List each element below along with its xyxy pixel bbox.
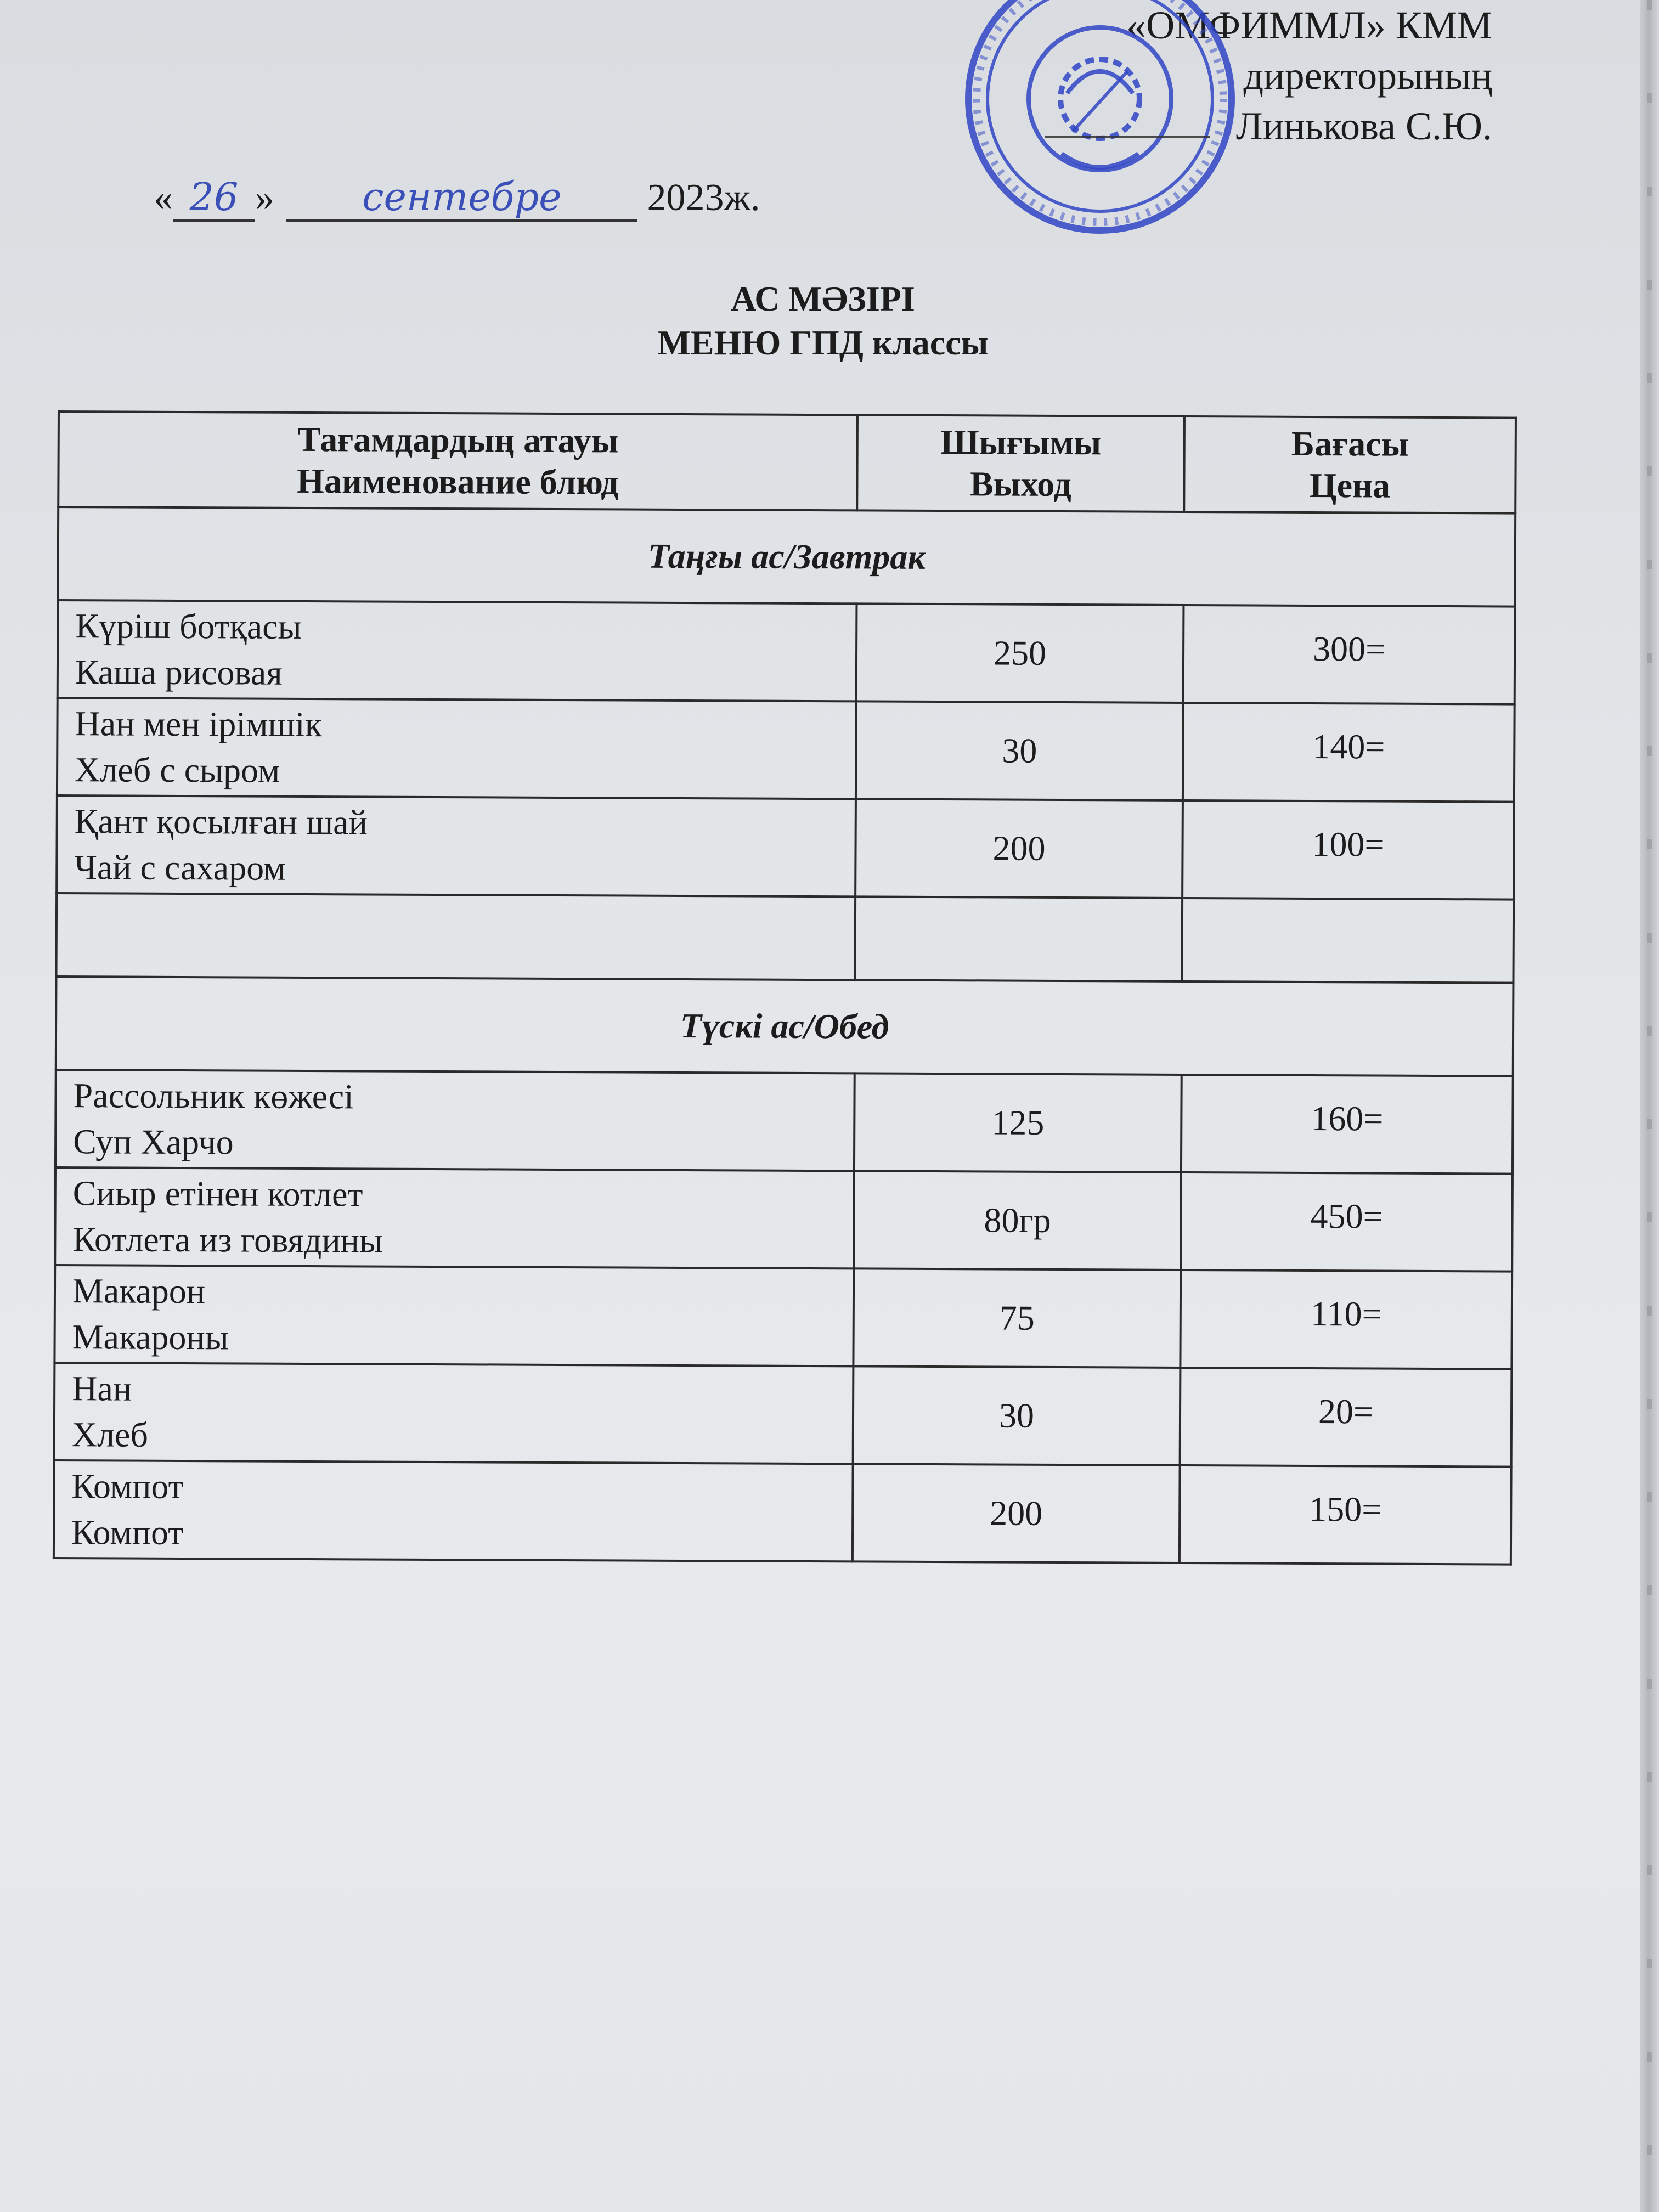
menu-title-ru: МЕНЮ ГПД классы	[657, 323, 989, 362]
official-stamp	[963, 0, 1259, 274]
empty-cell	[56, 893, 855, 980]
dish-price-cell: 160=	[1181, 1075, 1513, 1174]
dish-name-cell: Рассольник көжесі Суп Харчо	[55, 1070, 855, 1171]
column-header-dish: Тағамдардың атауы Наименование блюд	[58, 411, 857, 510]
approval-director-name: Линькова С.Ю.	[1235, 104, 1492, 148]
dish-name-cell: Сиыр етінен котлет Котлета из говядины	[55, 1167, 854, 1268]
dish-name-cell: Қант қосылған шай Чай с сахаром	[57, 795, 856, 896]
dish-output-cell: 200	[855, 799, 1183, 898]
dish-price-cell: 140=	[1183, 703, 1515, 802]
dish-output-cell: 125	[854, 1073, 1182, 1172]
date-year: 2023ж.	[647, 177, 760, 219]
dish-price-cell: 450=	[1181, 1172, 1513, 1272]
date-line	[154, 174, 760, 222]
dish-output-cell: 30	[853, 1366, 1181, 1465]
dish-output-cell: 75	[853, 1268, 1181, 1368]
dish-price-cell: 100=	[1182, 800, 1514, 900]
section-title-breakfast: Таңғы ас/Завтрак	[58, 507, 1515, 607]
table-row	[54, 1460, 1511, 1565]
section-title-lunch: Түскі ас/Обед	[56, 977, 1514, 1076]
dish-output-cell: 200	[853, 1464, 1180, 1563]
date-month-handwritten: сентебре	[286, 174, 637, 222]
empty-cell	[855, 896, 1182, 981]
column-header-output: Шығымы Выход	[857, 415, 1184, 512]
dish-output-cell: 80гр	[854, 1171, 1181, 1270]
dish-price-cell: 300=	[1183, 605, 1515, 704]
section-row-breakfast	[58, 507, 1515, 607]
table-row	[55, 1070, 1513, 1174]
menu-title-kz: АС МӘЗІРІ	[731, 279, 915, 318]
dish-output-cell: 30	[856, 701, 1183, 800]
table-row	[54, 1363, 1512, 1467]
table-row	[55, 1167, 1513, 1272]
dish-name-cell: Макарон Макароны	[54, 1265, 854, 1366]
dish-price-cell: 20=	[1180, 1368, 1512, 1467]
table-header-row	[58, 411, 1516, 514]
dish-price-cell: 150=	[1180, 1465, 1511, 1565]
table-row	[57, 698, 1515, 802]
dish-name-cell: Компот Компот	[54, 1460, 853, 1561]
column-header-price: Бағасы Цена	[1184, 416, 1516, 514]
menu-table	[53, 410, 1517, 1566]
empty-cell	[1182, 898, 1514, 983]
section-row-lunch	[56, 977, 1514, 1076]
approval-position: директорының	[1243, 54, 1492, 98]
dish-name-cell: Күріш ботқасы Каша рисовая	[58, 600, 857, 701]
dish-price-cell: 110=	[1180, 1270, 1512, 1369]
table-row	[58, 600, 1515, 704]
binder-edge	[1640, 0, 1659, 2212]
dish-output-cell: 250	[856, 603, 1184, 703]
table-row	[57, 795, 1514, 900]
empty-row	[56, 893, 1514, 983]
dish-name-cell: Нан Хлеб	[54, 1363, 854, 1464]
dish-name-cell: Нан мен ірімшік Хлеб с сыром	[57, 698, 856, 799]
table-row	[54, 1265, 1512, 1369]
date-day-handwritten: 26	[173, 174, 255, 222]
date-close-quote: »	[255, 177, 274, 219]
approval-organization: «ОМФИММЛ» КММ	[1126, 3, 1492, 47]
date-open-quote: «	[154, 177, 173, 219]
